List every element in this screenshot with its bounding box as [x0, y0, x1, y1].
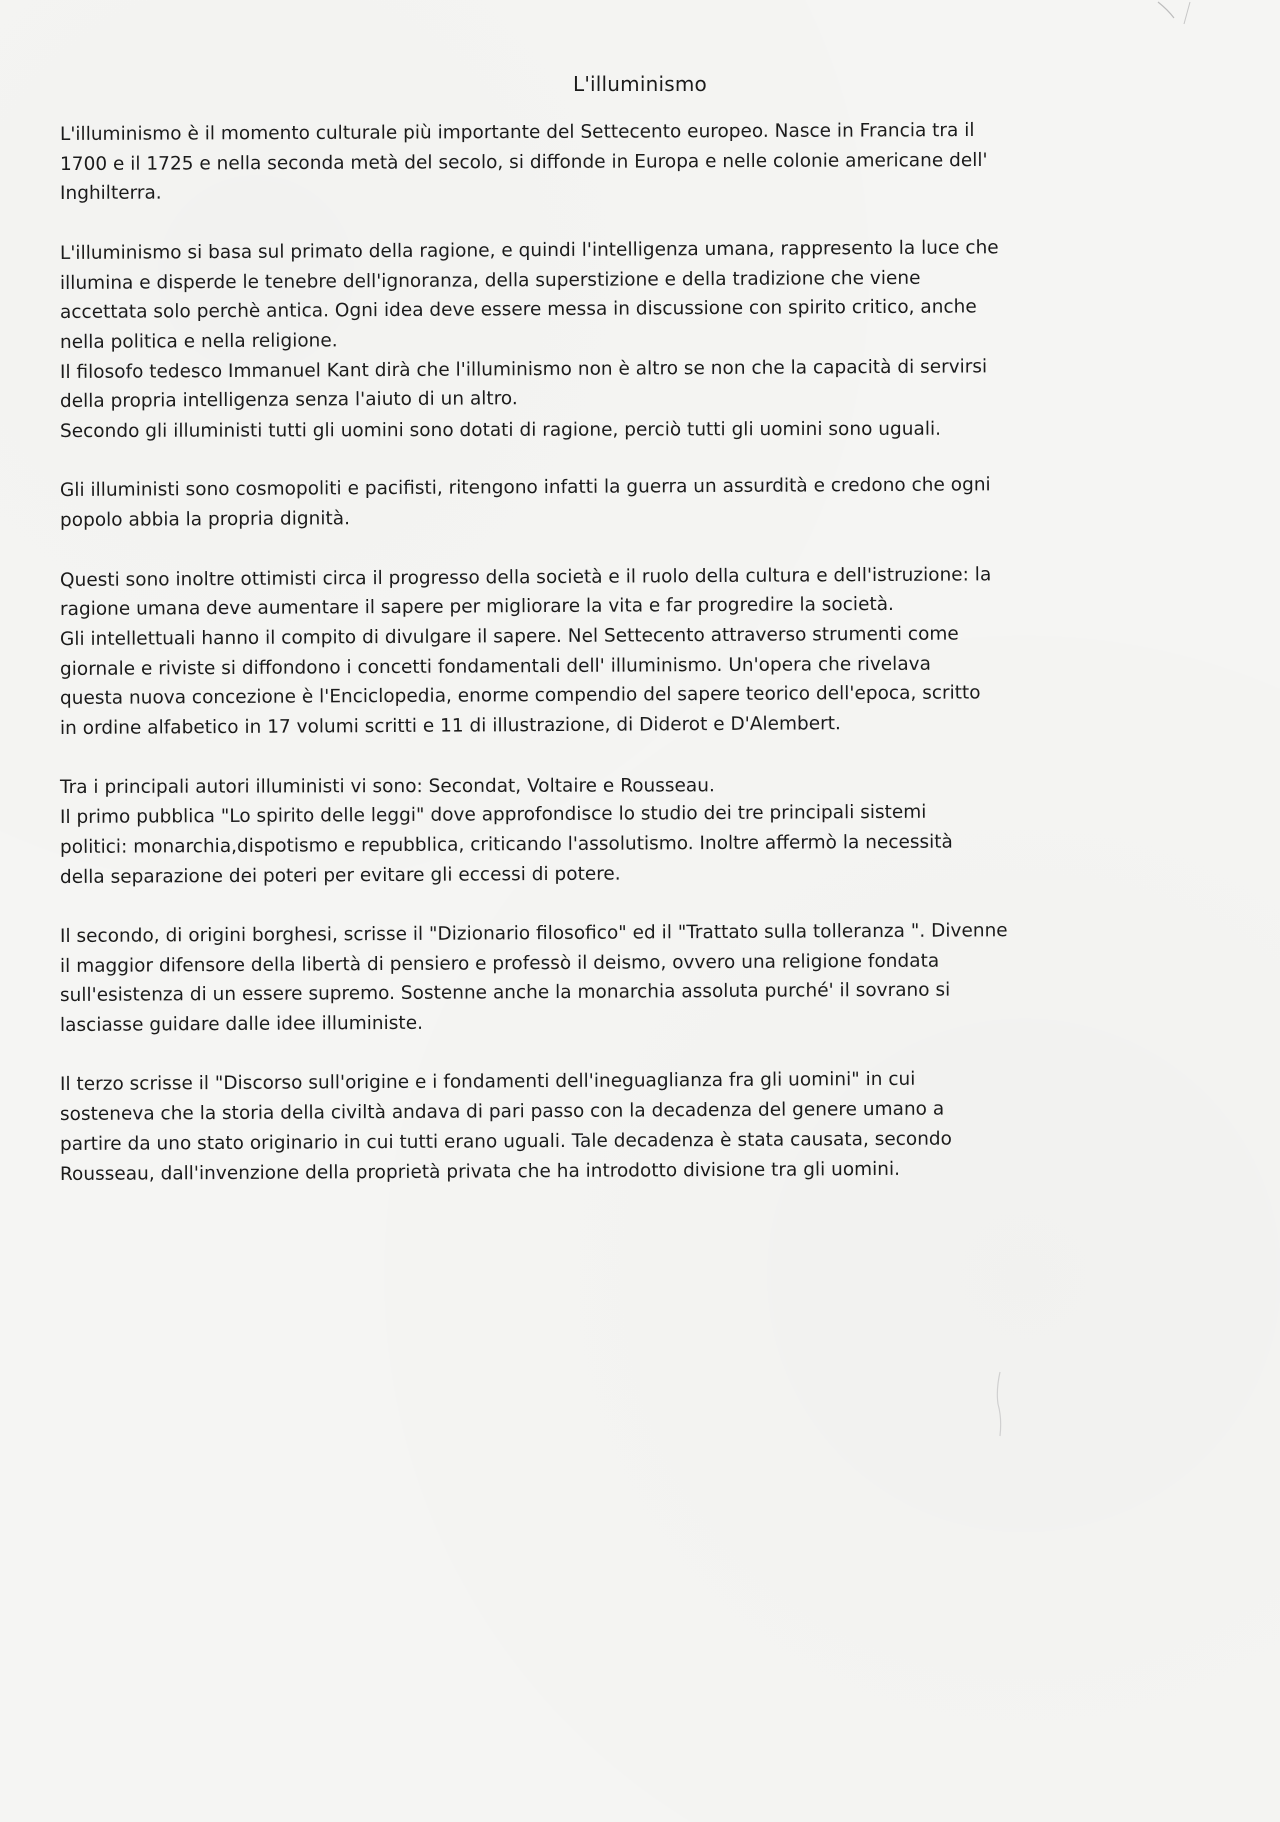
paragraph-2: [60, 239, 1180, 447]
text-line: Gli intellettuali hanno il compito di divulgare il sapere. Nel Settecento attraverso strumenti come: [59, 623, 959, 650]
text-line: Il filosofo tedesco Immanuel Kant dirà che l'illuminismo non è altro se non che la capacità di servirsi: [59, 355, 988, 383]
document-title: L'illuminismo: [573, 72, 707, 96]
paragraph-7: [60, 1070, 1180, 1189]
text-line: Secondo gli illuministi tutti gli uomini sono dotati di ragione, perciò tutti gli uomini sono uguali.: [59, 418, 942, 443]
text-line: Rousseau, dall'invenzione della proprietà privata che ha introdotto divisione tra gli uomini.: [59, 1158, 901, 1185]
paragraph-1: [60, 120, 1180, 209]
text-line: questa nuova concezione è l'Enciclopedia, enorme compendio del sapere teorico dell'epoca, scritto: [59, 682, 981, 710]
paragraph-4: [59, 563, 1180, 744]
text-line: della propria intelligenza senza l'aiuto di un altro.: [59, 388, 518, 413]
text-line: ragione umana deve aumentare il sapere per migliorare la vita e far progredire la società.: [59, 594, 894, 621]
document-body: [60, 120, 1180, 1189]
text-line: L'illuminismo è il momento culturale più importante del Settecento europeo. Nasce in Francia tra il: [59, 120, 975, 145]
text-line: il maggior difensore della libertà di pensiero e professò il deismo, ovvero una religione fondata: [59, 950, 940, 977]
text-line: giornale e riviste si diffondono i concetti fondamentali dell' illuminismo. Un'opera che rivelava: [59, 653, 931, 680]
text-line: Il terzo scrisse il "Discorso sull'origine e i fondamenti dell'ineguaglianza fra gli uomini" in cui: [59, 1069, 916, 1096]
text-line: Tra i principali autori illuministi vi sono: Secondat, Voltaire e Rousseau.: [59, 775, 715, 799]
paragraph-3: [60, 476, 1180, 535]
text-line: Il primo pubblica "Lo spirito delle leggi" dove approfondisce lo studio dei tre principali sistemi: [59, 801, 927, 829]
text-line: Il secondo, di origini borghesi, scrisse il "Dizionario filosofico" ed il "Trattato sulla tolleranza ". Divenne: [59, 920, 1008, 947]
text-line: lasciasse guidare dalle idee illuministe.: [59, 1012, 423, 1037]
text-line: della separazione dei poteri per evitare gli eccessi di potere.: [59, 863, 621, 888]
text-line: Inghilterra.: [59, 182, 162, 205]
text-line: illumina e disperde le tenebre dell'ignoranza, della superstizione e della tradizione che viene: [59, 267, 921, 294]
text-line: accettata solo perchè antica. Ogni idea deve essere messa in discussione con spirito critico, anche: [59, 296, 977, 324]
text-line: Questi sono inoltre ottimisti circa il progresso della società e il ruolo della cultura e dell'istruzione: la: [59, 563, 992, 591]
text-line: 1700 e il 1725 e nella seconda metà del secolo, si diffonde in Europa e nelle colonie americane dell': [59, 149, 988, 175]
paragraph-5: [60, 773, 1180, 892]
scan-mark-decoration: [990, 1370, 1010, 1440]
text-line: politici: monarchia,dispotismo e repubblica, criticando l'assolutismo. Inoltre affermò la necessità: [59, 831, 953, 858]
text-line: partire da uno stato originario in cui tutti erano uguali. Tale decadenza è stata causata, secondo: [59, 1128, 953, 1155]
text-line: L'illuminismo si basa sul primato della ragione, e quindi l'intelligenza umana, rappresento la luce che: [59, 237, 999, 264]
text-line: popolo abbia la propria dignità.: [59, 508, 350, 532]
text-line: sull'esistenza di un essere supremo. Sostenne anche la monarchia assoluta purché' il sovrano si: [59, 979, 951, 1007]
paragraph-6: [60, 922, 1180, 1041]
text-line: nella politica e nella religione.: [59, 330, 338, 353]
text-line: in ordine alfabetico in 17 volumi scritti e 11 di illustrazione, di Diderot e D'Alembert.: [59, 713, 841, 740]
scan-mark-decoration: [1150, 0, 1200, 40]
text-line: Gli illuministi sono cosmopoliti e pacifisti, ritengono infatti la guerra un assurdità e credono che ogni: [59, 474, 991, 502]
text-line: sosteneva che la storia della civiltà andava di pari passo con la decadenza del genere umano a: [59, 1098, 945, 1126]
